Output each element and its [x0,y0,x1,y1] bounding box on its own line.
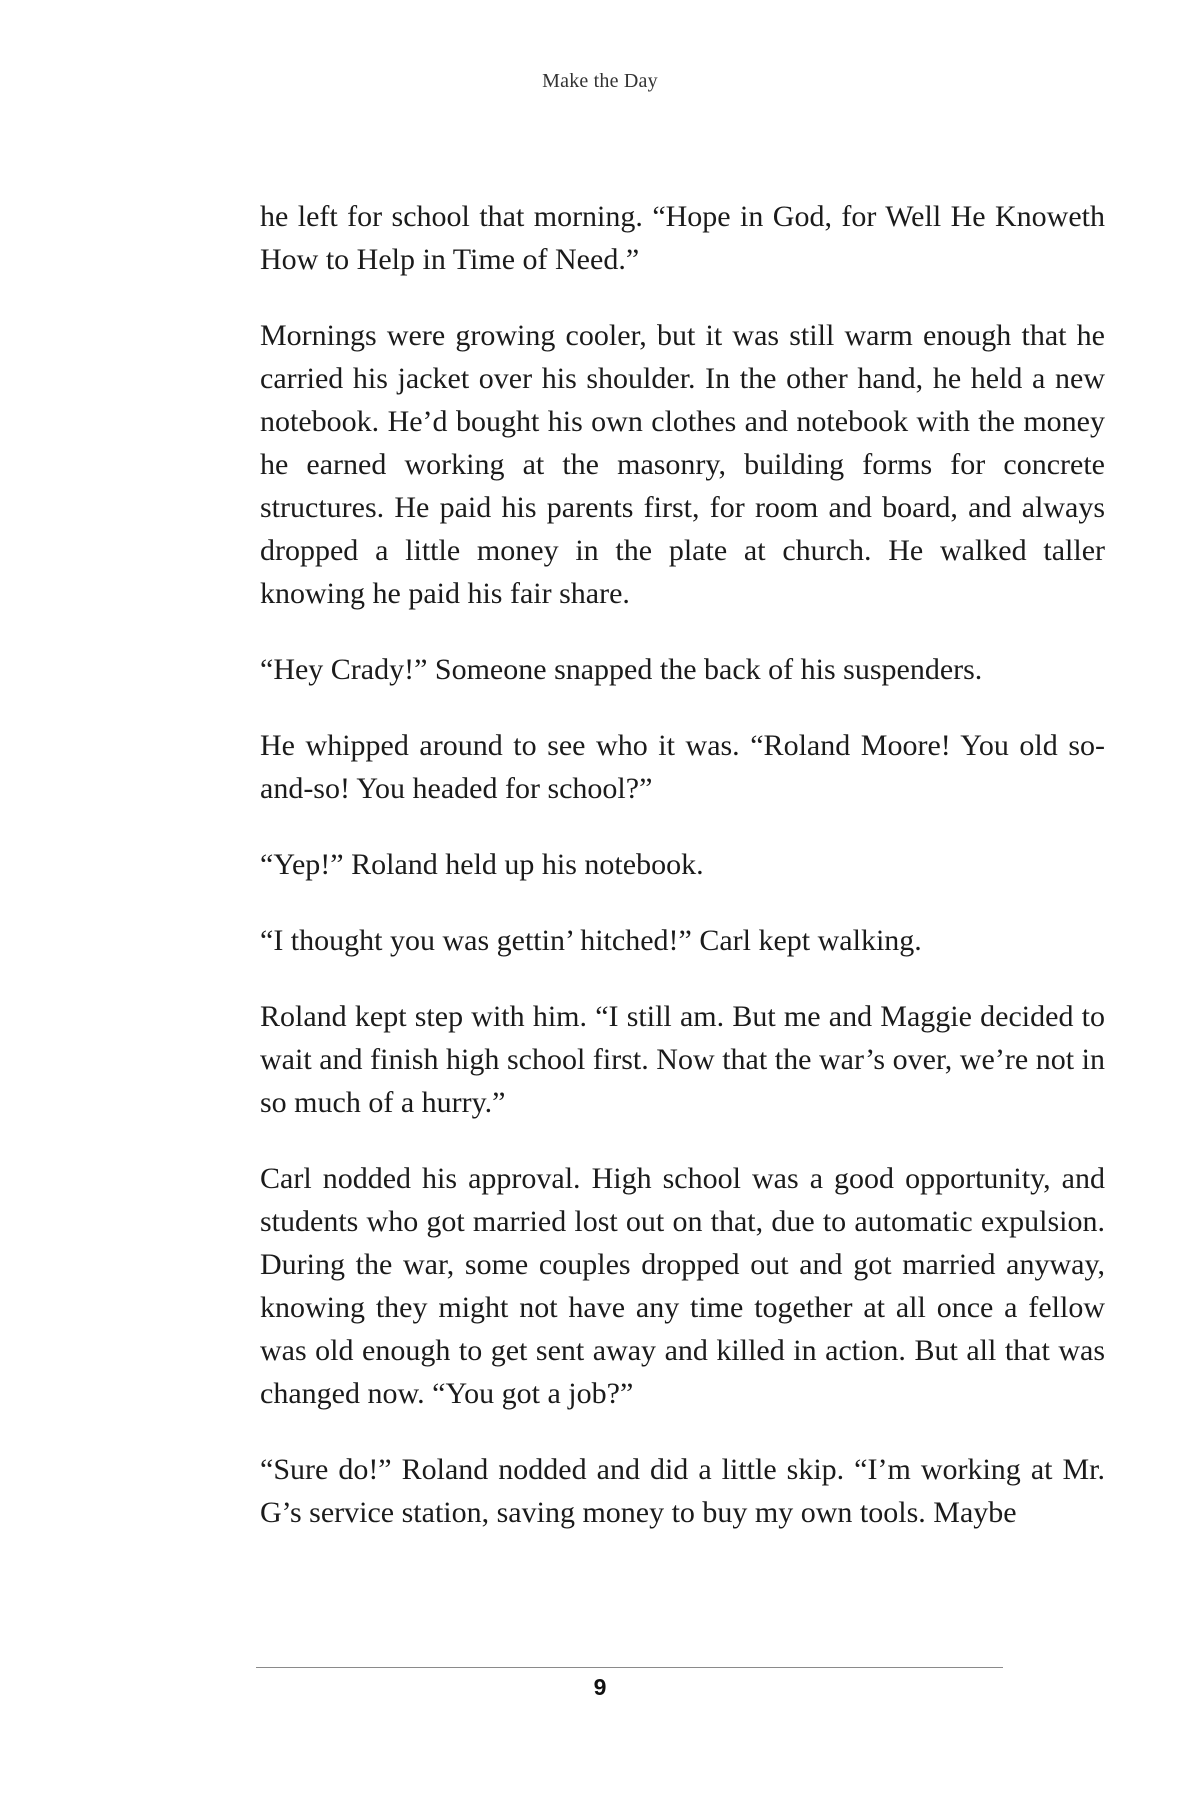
paragraph: “I thought you was gettin’ hitched!” Carl kept walking. [260,924,922,957]
paragraph: “Yep!” Roland held up his notebook. [260,848,704,881]
paragraph: Mornings were growing cooler, but it was still warm enough that he carried his jacket over his shoulder. In the other hand, he held a new notebook. He’d bought his own clothes and notebook with the money he earned working at the masonry, building forms for concrete structures. He paid his parents first, for room and board, and always dropped a little money in the plate at church. He walked taller knowing he paid his fair share. [260,319,1105,610]
footer-rule [256,1667,1003,1668]
paragraph: Roland kept step with him. “I still am. But me and Maggie decided to wait and finish high school first. Now that the war’s over, we’re not in so much of a hurry.” [260,1000,1105,1119]
page-number: 9 [593,1674,607,1700]
paragraph: “Sure do!” Roland nodded and did a little skip. “I’m working at Mr. G’s service station, saving money to buy my own tools. Maybe [260,1453,1105,1529]
body-text [260,195,1105,1534]
paragraph: “Hey Crady!” Someone snapped the back of his suspenders. [260,653,983,686]
paragraph: he left for school that morning. “Hope in God, for Well He Knoweth How to Help in Time of Need.” [260,200,1105,276]
running-header: Make the Day [542,70,658,92]
paragraph: He whipped around to see who it was. “Roland Moore! You old so-and-so! You headed for school?” [260,729,1105,805]
paragraph: Carl nodded his approval. High school was a good opportunity, and students who got married lost out on that, due to automatic expulsion. During the war, some couples dropped out and got married anyway, knowing they might not have any time together at all once a fellow was old enough to get sent away and killed in action. But all that was changed now. “You got a job?” [260,1162,1105,1410]
